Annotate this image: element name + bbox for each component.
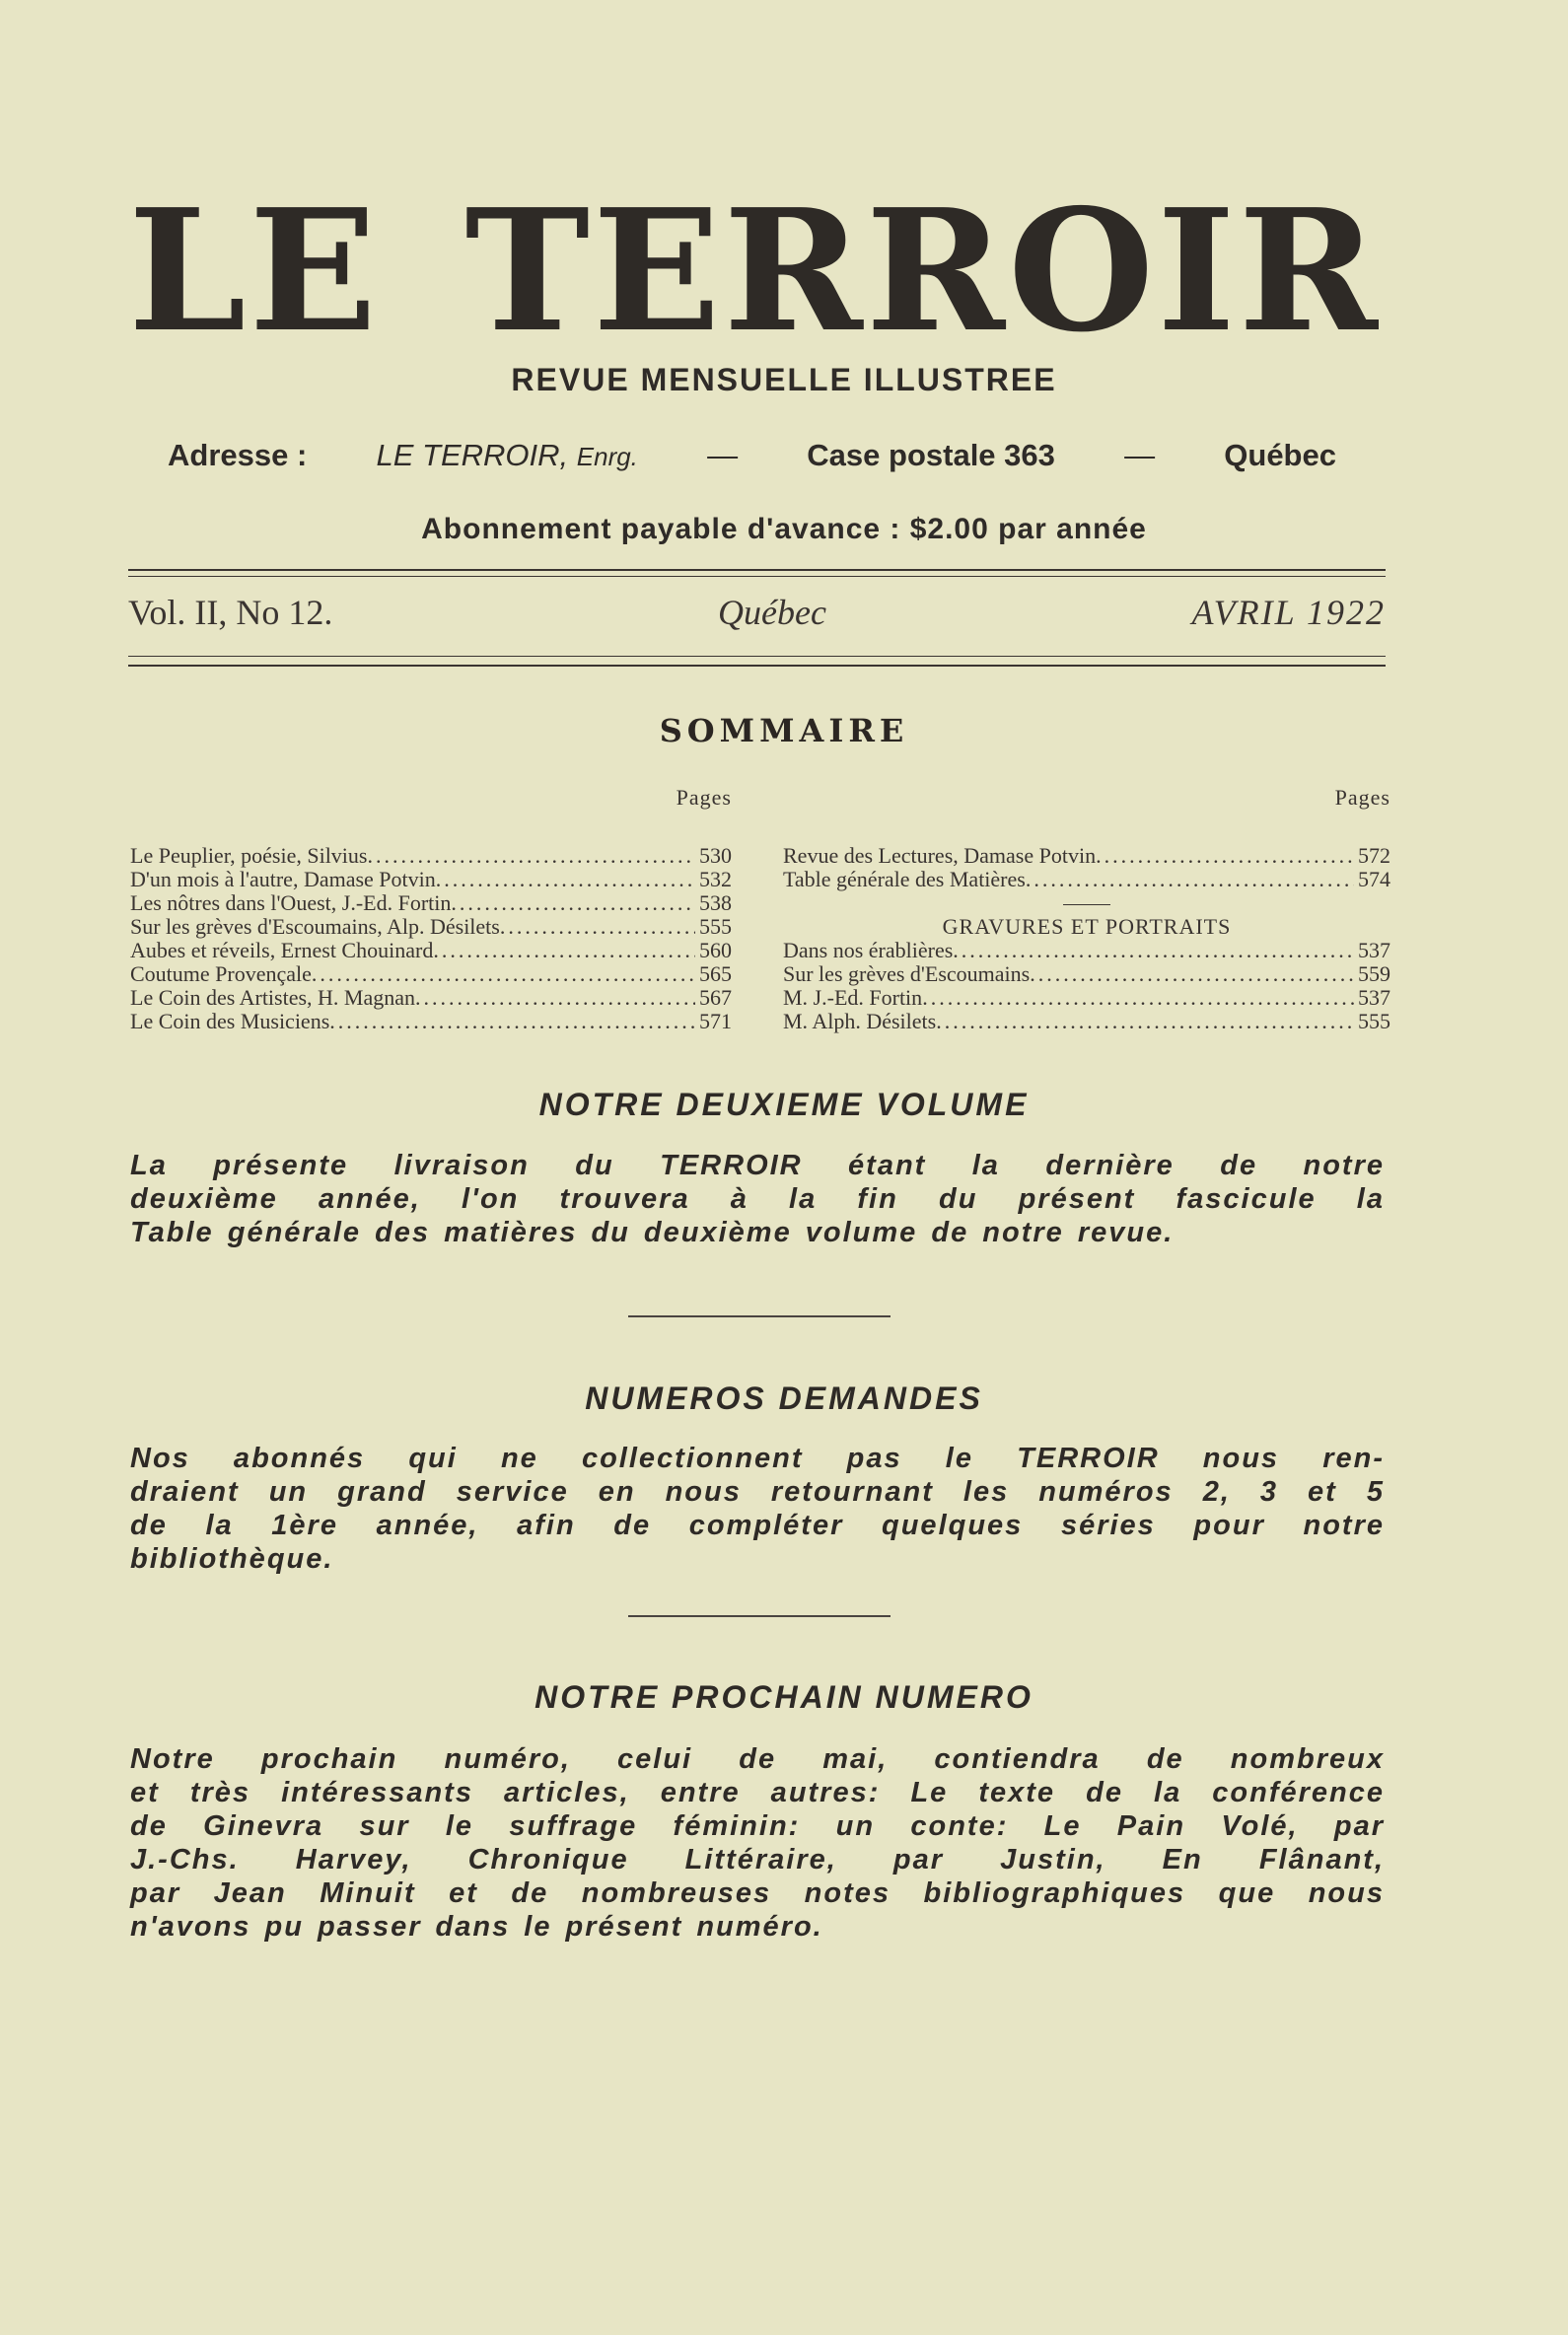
- issue-volume: Vol. II, No 12.: [128, 593, 333, 632]
- entry-title: Table générale des Matières: [783, 867, 1026, 891]
- address-enrg: Enrg.: [576, 442, 638, 471]
- entry-title: Les nôtres dans l'Ouest, J.-Ed. Fortin: [130, 890, 452, 915]
- sommaire-title: SOMMAIRE: [659, 712, 909, 749]
- entry-title: Coutume Provençale: [130, 961, 312, 986]
- contents-entry: [783, 986, 1390, 1010]
- entry-title: Le Coin des Artistes, H. Magnan: [130, 985, 416, 1010]
- address-postbox: Case postale 363: [807, 438, 1055, 472]
- entry-page-number: 560: [699, 938, 732, 962]
- gravures-heading: GRAVURES ET PORTRAITS: [942, 914, 1232, 939]
- address-dash-1: —: [707, 438, 739, 472]
- contents-column-right: [783, 779, 1390, 1033]
- header-rule-bottom-2: [128, 665, 1386, 667]
- entry-title: Dans nos érablières: [783, 938, 954, 962]
- dot-leader: [367, 844, 695, 868]
- dot-leader: [936, 1010, 1354, 1033]
- address-name: LE TERROIR,: [376, 438, 569, 472]
- text-line: Notre prochain numéro, celui de mai, contiendra de nombreux: [130, 1743, 1385, 1775]
- text-line: draient un grand service en nous retournant les numéros 2, 3 et 5: [130, 1476, 1385, 1508]
- entry-page-number: 555: [699, 914, 732, 939]
- section-title-numeros-demandes: NUMEROS DEMANDES: [585, 1380, 983, 1416]
- entry-page-number: 537: [1358, 985, 1390, 1010]
- text-line: bibliothèque.: [130, 1543, 334, 1575]
- entry-title: M. J.-Ed. Fortin: [783, 985, 923, 1010]
- contents-entry: [130, 891, 732, 915]
- contents-column-left: [130, 779, 732, 1033]
- header-rule-top-1: [128, 569, 1386, 571]
- contents-entry: [130, 868, 732, 891]
- pages-heading: Pages: [1334, 785, 1390, 810]
- address-line: [168, 438, 1336, 473]
- contents-list-right: [783, 844, 1390, 891]
- dot-leader: [922, 986, 1354, 1010]
- contents-list-left: [130, 844, 732, 1033]
- entry-title: M. Alph. Désilets: [783, 1009, 937, 1033]
- separator-rule-1: [628, 1315, 891, 1317]
- entry-title: Sur les grèves d'Escoumains, Alp. Désilets: [130, 914, 500, 939]
- text-line: par Jean Minuit et de nombreuses notes bibliographiques que nous: [130, 1877, 1385, 1909]
- contents-entry: [130, 939, 732, 962]
- contents-entry: [783, 844, 1390, 868]
- address-label: Adresse :: [168, 438, 308, 472]
- entry-page-number: 537: [1358, 938, 1390, 962]
- contents-entry: [130, 986, 732, 1010]
- dot-leader: [451, 891, 695, 915]
- issue-city: Québec: [718, 593, 826, 632]
- address-publisher: [376, 438, 637, 473]
- text-line: n'avons pu passer dans le présent numéro.: [130, 1911, 823, 1943]
- text-line: La présente livraison du TERROIR étant la dernière de notre: [130, 1150, 1385, 1181]
- contents-short-rule: [783, 891, 1390, 915]
- text-line: de Ginevra sur le suffrage féminin: un conte: Le Pain Volé, par: [130, 1810, 1385, 1842]
- masthead-word-terroir: TERROIR: [464, 173, 1381, 370]
- text-line: Nos abonnés qui ne collectionnent pas le TERROIR nous ren-: [130, 1443, 1385, 1474]
- contents-entry: [783, 939, 1390, 962]
- entry-page-number: 571: [699, 1009, 732, 1033]
- section-text-prochain-numero: [130, 1742, 1385, 1944]
- entry-page-number: 572: [1358, 843, 1390, 868]
- contents-entry: [783, 868, 1390, 891]
- gravures-list: [783, 939, 1390, 1033]
- section-title-prochain-numero: NOTRE PROCHAIN NUMERO: [535, 1679, 1033, 1715]
- masthead-title: [128, 173, 1381, 370]
- entry-page-number: 559: [1358, 961, 1390, 986]
- entry-page-number: 567: [699, 985, 732, 1010]
- text-line: J.-Chs. Harvey, Chronique Littéraire, par Justin, En Flânant,: [130, 1844, 1385, 1875]
- dot-leader: [433, 939, 695, 962]
- entry-page-number: 565: [699, 961, 732, 986]
- dot-leader: [953, 939, 1354, 962]
- entry-page-number: 532: [699, 867, 732, 891]
- dot-leader: [415, 986, 695, 1010]
- contents-entry: [130, 1010, 732, 1033]
- dot-leader: [329, 1010, 695, 1033]
- entry-page-number: 555: [1358, 1009, 1390, 1033]
- dot-leader: [500, 915, 695, 939]
- contents-entry: [783, 962, 1390, 986]
- entry-title: Le Coin des Musiciens: [130, 1009, 330, 1033]
- subtitle: REVUE MENSUELLE ILLUSTREE: [511, 362, 1057, 397]
- contents-entry: [130, 844, 732, 868]
- entry-title: Sur les grèves d'Escoumains: [783, 961, 1031, 986]
- subscription-line: Abonnement payable d'avance : $2.00 par année: [421, 513, 1147, 545]
- entry-title: Le Peuplier, poésie, Silvius: [130, 843, 368, 868]
- contents-entry: [130, 962, 732, 986]
- contents-entry: [783, 1010, 1390, 1033]
- pages-heading: Pages: [676, 785, 732, 810]
- contents-entry: [130, 915, 732, 939]
- dot-leader: [1030, 962, 1354, 986]
- text-line: et très intéressants articles, entre autres: Le texte de la conférence: [130, 1777, 1385, 1808]
- separator-rule-2: [628, 1615, 891, 1617]
- text-line: de la 1ère année, afin de compléter quelques séries pour notre: [130, 1510, 1385, 1541]
- masthead-word-le: LE: [128, 173, 381, 370]
- entry-page-number: 538: [699, 890, 732, 915]
- header-rule-top-2: [128, 576, 1386, 577]
- dot-leader: [312, 962, 695, 986]
- section-text-numeros-demandes: [130, 1442, 1385, 1576]
- entry-title: D'un mois à l'autre, Damase Potvin: [130, 867, 436, 891]
- entry-page-number: 574: [1358, 867, 1390, 891]
- text-line: deuxième année, l'on trouvera à la fin du présent fascicule la: [130, 1183, 1385, 1215]
- section-title-deuxieme-volume: NOTRE DEUXIEME VOLUME: [538, 1087, 1030, 1122]
- address-city: Québec: [1224, 438, 1336, 472]
- header-rule-bottom-1: [128, 656, 1386, 657]
- text-line: Table générale des matières du deuxième volume de notre revue.: [130, 1217, 1175, 1248]
- entry-page-number: 530: [699, 843, 732, 868]
- issue-date: AVRIL 1922: [1191, 593, 1386, 632]
- dot-leader: [1026, 868, 1354, 891]
- entry-title: Revue des Lectures, Damase Potvin: [783, 843, 1097, 868]
- dot-leader: [1096, 844, 1354, 868]
- section-text-deuxieme-volume: [130, 1149, 1385, 1249]
- entry-title: Aubes et réveils, Ernest Chouinard: [130, 938, 434, 962]
- address-dash-2: —: [1124, 438, 1156, 472]
- dot-leader: [436, 868, 695, 891]
